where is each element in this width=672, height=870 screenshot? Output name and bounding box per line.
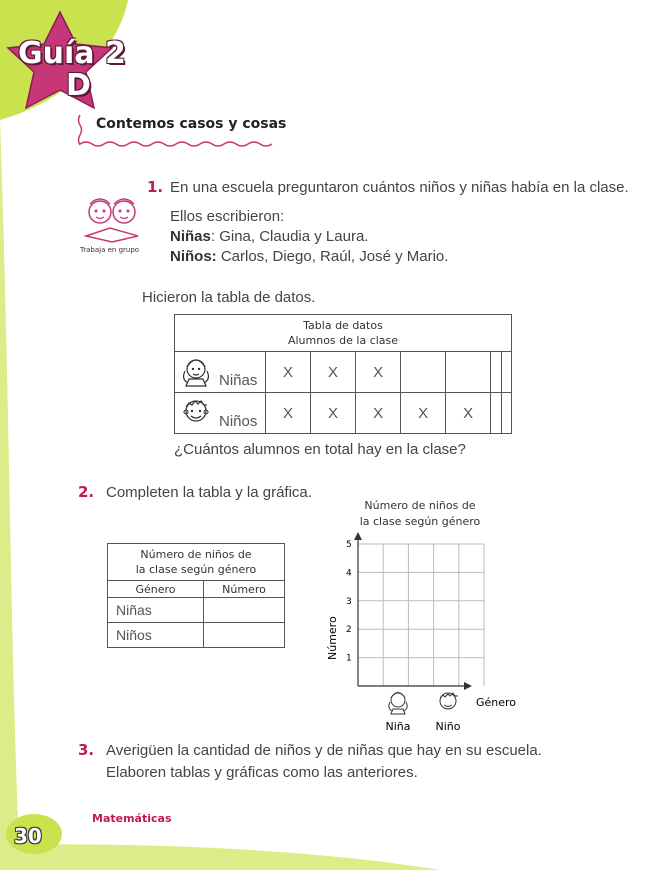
x-axis-arrow [464,682,472,690]
exercise-3-number: 3. [78,741,95,759]
left-green-band [0,120,20,870]
mark-cell: X [266,352,311,393]
girls-label: Niñas [170,228,211,245]
y-tick-label: 1 [346,653,352,664]
wrote-text: Ellos escribieron: [170,208,285,225]
exercise-3-line-2: Elaboren tablas y gráficas como las anteriores. [106,764,418,781]
boys-names: Carlos, Diego, Raúl, José y Mario. [216,248,449,265]
x-category-label: Niña [385,720,411,733]
girls-line [170,228,368,245]
number-cell[interactable] [204,623,285,648]
mark-cell: X [311,393,356,434]
mark-cell [491,352,501,393]
wavy-left-line [79,115,82,145]
gender-table-title-2: la clase según género [135,563,257,576]
x-categories [386,720,461,733]
table-row [108,623,285,648]
guide-letter: D [66,68,91,103]
table-row [108,598,285,623]
gender-cell: Niños [108,623,204,648]
boys-label: Niños: [170,248,217,265]
group-work-icon [80,196,144,244]
exercise-1-number: 1. [147,178,164,196]
girls-names: : Gina, Claudia y Laura. [210,228,369,245]
section-title: Contemos casos y cosas [96,116,287,132]
table-row [175,393,512,434]
girl-icon [389,693,407,715]
gender-table-header [108,544,285,581]
y-tick-label: 3 [346,596,352,607]
mark-cell [501,352,511,393]
exercise-3-line-1: Averigüen la cantidad de niños y de niñas que hay en su escuela. [106,742,542,759]
col-header-gender: Género [108,581,204,598]
mark-cell: X [311,352,356,393]
exercise-2-number: 2. [78,483,95,501]
data-table-title-2: Alumnos de la clase [287,334,399,347]
x-category-label: Niño [435,720,461,733]
data-table [174,314,512,434]
row-label-girls: Niñas [219,372,258,389]
x-axis-label: Género [476,696,517,709]
y-tick-label: 2 [346,625,352,636]
chart-title [340,498,500,530]
wavy-underline [80,142,272,146]
page-number: 30 [14,824,42,848]
row-label-cell [175,393,266,434]
mark-cell: X [446,393,491,434]
boys-line [170,248,448,265]
group-work-label: Trabaja en grupo [80,246,140,254]
table-row [175,352,512,393]
exercise-1-intro: En una escuela preguntaron cuántos niños y niñas había en la clase. [170,179,629,196]
bottom-green-band [0,844,440,870]
chart-grid [358,544,484,686]
y-tick-label: 5 [346,540,352,550]
mark-cell [501,393,511,434]
mark-cell [446,352,491,393]
boy-icon [440,693,458,709]
col-header-number: Número [204,581,285,598]
mark-cell: X [356,352,401,393]
footer-subject: Matemáticas [92,812,172,825]
mark-cell [401,352,446,393]
gender-chart [320,530,540,740]
mark-cell: X [266,393,311,434]
y-axis-label: Número [326,616,339,660]
gender-cell: Niñas [108,598,204,623]
y-ticks [346,540,352,664]
made-table-text: Hicieron la tabla de datos. [142,289,316,306]
y-axis-arrow [354,532,362,540]
y-tick-label: 4 [346,568,352,579]
data-table-title-1: Tabla de datos [303,319,383,332]
girl-icon [179,355,213,387]
number-cell[interactable] [204,598,285,623]
chart-title-2: la clase según género [359,515,481,528]
data-table-header [175,315,512,352]
mark-cell [491,393,501,434]
guide-title: Guía 2 [18,36,126,71]
mark-cell: X [401,393,446,434]
chart-title-1: Número de niños de [364,499,476,512]
gender-table [107,543,285,648]
row-label-boys: Niños [219,413,258,430]
row-label-cell [175,352,266,393]
question-text: ¿Cuántos alumnos en total hay en la clase? [174,441,466,458]
gender-table-title-1: Número de niños de [140,548,252,561]
exercise-2-text: Completen la tabla y la gráfica. [106,484,312,501]
mark-cell: X [356,393,401,434]
boy-icon [179,396,213,428]
